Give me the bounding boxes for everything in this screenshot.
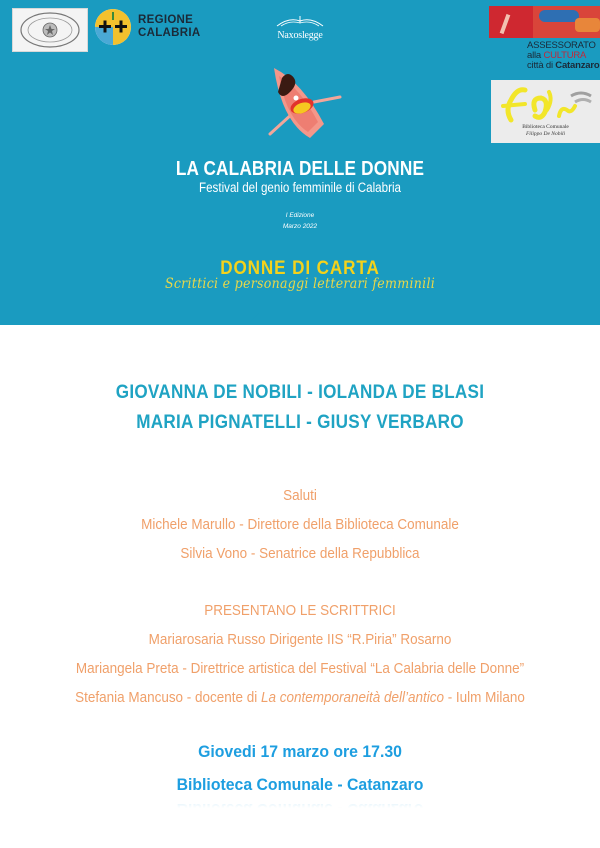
event-datetime: Giovedi 17 marzo ore 17.30: [198, 742, 402, 761]
authors-line-1: GIOVANNA DE NOBILI - IOLANDA DE BLASI: [115, 382, 485, 403]
naxoslegge-logo: [262, 14, 338, 41]
assessorato-banner-image: [489, 6, 600, 38]
presenter-suffix: - Iulm Milano: [443, 690, 525, 706]
greeting-item: Silvia Vono - Senatrice della Repubblica: [180, 546, 420, 562]
fdn-monogram-icon: [491, 80, 600, 125]
library-name-line2: Filippo De Nobili: [525, 130, 566, 137]
presenter-item: [21, 684, 579, 713]
library-name-line1: Biblioteca Comunale: [522, 124, 569, 130]
greetings-section: [0, 482, 600, 569]
festival-title: LA CALABRIA DELLE DONNE: [175, 158, 425, 180]
assessorato-line2b: CULTURA: [543, 50, 587, 61]
festival-subtitle: Festival del genio femminile di Calabria: [199, 180, 401, 195]
assessorato-line3a: città di: [527, 60, 556, 71]
biblioteca-de-nobili-logo: [491, 80, 600, 143]
event-info: [0, 735, 600, 801]
assessorato-cultura-logo: [489, 6, 600, 71]
zigzag-divider: [0, 306, 600, 326]
seal-icon: [19, 11, 81, 49]
theme-title: DONNE DI CARTA: [220, 258, 380, 279]
assessorato-line3b: Catanzaro: [555, 60, 600, 71]
presenter-item: Mariarosaria Russo Dirigente IIS “R.Piria” Rosarno: [148, 632, 452, 648]
regione-calabria-logo: [94, 8, 200, 46]
poster-header: [0, 0, 600, 325]
presenters-section: [0, 597, 600, 713]
presenter-course-title: La contemporaneità dell’antico: [261, 690, 444, 706]
assessorato-line2a: alla: [527, 50, 544, 61]
greetings-heading: Saluti: [283, 488, 317, 504]
presenter-item: Mariangela Preta - Direttrice artistica del Festival “La Calabria delle Donne”: [75, 661, 525, 677]
edition-info: [0, 210, 600, 232]
edition-number: I Edizione: [285, 212, 315, 219]
assessorato-line1: ASSESSORATO: [527, 40, 596, 51]
government-seal-logo: [12, 8, 88, 52]
edition-date: Marzo 2022: [282, 223, 318, 230]
presenter-prefix: Stefania Mancuso - docente di: [75, 690, 262, 706]
rowing-woman-boat-illustration: [262, 62, 342, 142]
publisher-name: Naxoslegge: [277, 30, 323, 41]
authors-list: [0, 378, 600, 438]
open-book-icon: [275, 15, 325, 27]
greeting-item: Michele Marullo - Direttore della Biblioteca Comunale: [141, 517, 459, 533]
region-name-line2: CALABRIA: [138, 27, 201, 39]
authors-line-2: MARIA PIGNATELLI - GIUSY VERBARO: [136, 412, 464, 433]
region-name-line1: REGIONE: [138, 14, 194, 26]
theme-subtitle: Scrittici e personaggi letterari femminili: [164, 276, 436, 292]
calabria-crest-icon: [94, 8, 132, 46]
event-location: Biblioteca Comunale - Catanzaro: [176, 775, 424, 794]
presenters-heading: PRESENTANO LE SCRITTRICI: [204, 603, 396, 619]
